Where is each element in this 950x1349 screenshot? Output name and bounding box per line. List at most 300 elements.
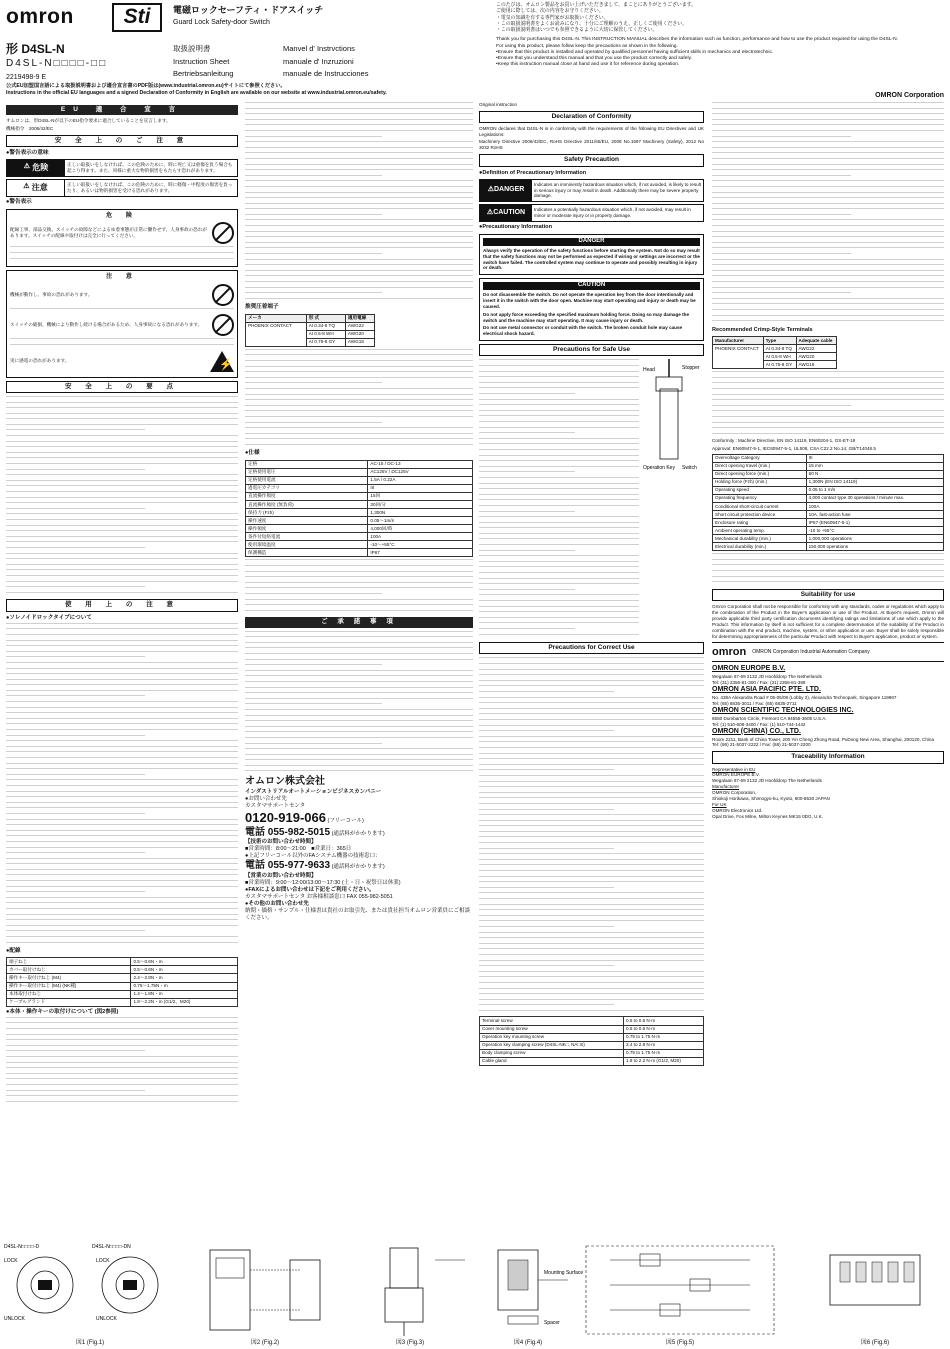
text-line	[712, 108, 944, 113]
spec-row: 直流操作頻度 (無負荷) 30回/分	[246, 500, 473, 508]
caution-def: ⚠ 注意 正しい取扱いをしなければ、この危険のために、時に軽傷・中程度の傷害を負ったり、あるいは物的損害を受ける恐れがあります。	[6, 179, 238, 197]
text-line	[479, 848, 614, 853]
text-line	[479, 836, 704, 841]
text-line	[479, 555, 639, 560]
spec-row: 直流操作頻度 15回	[246, 492, 473, 500]
spec-row: Direct opening force (min.) 60 N	[713, 470, 944, 478]
text-line	[245, 270, 473, 275]
text-line	[479, 831, 704, 836]
text-line	[479, 527, 639, 532]
text-line	[245, 726, 473, 731]
text-line	[245, 292, 382, 297]
text-line	[479, 775, 704, 780]
text-line	[6, 474, 238, 479]
text-line	[479, 887, 614, 892]
text-line	[245, 422, 382, 427]
text-line	[245, 371, 473, 376]
text-line	[6, 457, 238, 462]
text-line	[6, 485, 238, 490]
text-line	[479, 511, 575, 516]
text-line	[479, 988, 704, 993]
text-line	[6, 628, 238, 633]
text-line	[245, 582, 473, 587]
text-line	[479, 449, 639, 454]
body-text	[245, 102, 473, 302]
text-line	[712, 382, 944, 387]
text-line	[6, 718, 238, 723]
text-line	[6, 869, 238, 874]
address-cn: OMRON (CHINA) CO., LTD. Room 2211, Bank of China Tower, 200 Yin Cheng Zhong Road, PuDong New Area, Shanghai, 200120, China Tel: (86) 21-5037-2222 / Fax: (86) 21-5037-2200	[712, 727, 935, 748]
spec-heading: ●仕様	[245, 450, 260, 457]
text-line	[6, 656, 145, 661]
text-line	[712, 152, 944, 157]
suitability-text: Omron Corporation shall not be responsible for conformity with any standards, codes or regulations which apply to the combination of the Product in the Buyer's application or use of the Product. At Buyer's request, Omron will provide applicable third party certification documents identifying ratings and limitations of use which apply to the Product. This information by itself is not sufficient for a complete determination of the suitability of the Product in combination with the end product, machine, system, or other application or use. Buyer shall be solely responsible for determining appropriateness of the particular Product with respect to Buyer's application, product or system.	[712, 604, 944, 639]
omron-logo-small: omron	[712, 646, 747, 659]
text-line	[479, 371, 639, 376]
text-line	[6, 768, 238, 773]
text-line	[479, 971, 704, 976]
text-line	[479, 483, 639, 488]
spec-row: 操作頻度 4,000回/時	[246, 525, 473, 533]
text-line	[712, 197, 944, 202]
text-line	[712, 433, 944, 438]
text-line	[712, 130, 944, 135]
text-line	[479, 786, 704, 791]
text-line	[245, 675, 473, 680]
text-line	[6, 536, 238, 541]
text-line	[712, 259, 944, 264]
text-line	[6, 841, 238, 846]
operation-key-diagram	[642, 359, 704, 479]
manual-labels	[173, 44, 503, 79]
text-line	[245, 444, 473, 449]
text-line	[245, 197, 473, 202]
text-line	[479, 522, 639, 527]
text-line	[712, 399, 944, 404]
text-line	[6, 673, 238, 678]
text-line	[245, 433, 473, 438]
lock-label: LOCK	[4, 1258, 18, 1264]
manual-label: Bertriebsanleitung	[173, 69, 234, 79]
text-line	[6, 1017, 238, 1022]
text-line	[479, 533, 639, 538]
text-line	[245, 382, 382, 387]
eu-conformity-heading: EU 適 合 宣 言	[6, 105, 238, 115]
text-line	[245, 164, 473, 169]
column-en-specs	[712, 102, 944, 1238]
text-line	[245, 247, 473, 252]
body-text	[6, 396, 238, 596]
text-line	[479, 365, 639, 370]
text-line	[479, 797, 704, 802]
text-line	[6, 791, 238, 796]
text-line	[245, 287, 473, 292]
text-line	[245, 576, 473, 581]
text-line	[479, 634, 639, 639]
text-line	[479, 915, 704, 920]
text-line	[6, 446, 238, 451]
text-line	[479, 943, 704, 948]
text-line	[479, 1010, 704, 1015]
danger-box: 危 険 配線工事、部品交換、スイッチの故障などによるゆ着事態が正常に働作せず、人身事故の恐れがあります。スイッチの配線や取付けは完全に行ってください。	[6, 209, 238, 267]
text-line	[6, 886, 238, 891]
text-line	[479, 725, 704, 730]
text-line	[245, 152, 473, 157]
body-text	[712, 371, 944, 437]
text-line	[6, 402, 238, 407]
text-line	[712, 186, 944, 191]
text-line	[479, 1004, 614, 1009]
text-line	[245, 186, 473, 191]
text-line	[712, 315, 944, 320]
text-line	[6, 751, 238, 756]
text-line	[245, 565, 473, 570]
torque-table-en: Terminal screw 0.5 to 0.6 N·m Cover mounting screw 0.5 to 0.6 N·m Operation key mounting screw 0.75 to 1.75 N·m Operation key clamping screw (D4SL-NK□, NA□S) 2.4 to 2.8 N·m Body clamping screw 0.75 to 1.75 N·m Cable gland 1.8 to 2.2 N·m (G1/2, M20)	[479, 1016, 704, 1065]
text-line	[6, 553, 238, 558]
spec-row: 過電圧カテゴリ III	[246, 484, 473, 492]
text-line	[712, 102, 944, 107]
text-line	[6, 569, 238, 574]
text-line	[479, 359, 639, 364]
text-line	[712, 180, 944, 185]
svg-text:D4SL-N□□□□-DN: D4SL-N□□□□-DN	[92, 1244, 131, 1250]
text-line	[479, 708, 704, 713]
text-line	[6, 712, 238, 717]
text-line	[712, 214, 851, 219]
text-line	[479, 993, 704, 998]
text-line	[712, 410, 944, 415]
text-line	[712, 275, 944, 280]
text-line	[479, 909, 704, 914]
text-line	[479, 544, 639, 549]
text-line	[479, 954, 704, 959]
text-line	[245, 636, 473, 641]
text-line	[712, 320, 944, 325]
omron-ia-bar: omron OMRON Corporation Industrial Automation Company	[712, 642, 944, 662]
text-line	[6, 785, 238, 790]
text-line	[245, 141, 473, 146]
text-line	[479, 876, 704, 881]
text-line	[479, 764, 704, 769]
text-line	[479, 753, 704, 758]
text-line	[479, 505, 639, 510]
text-line	[6, 645, 238, 650]
text-line	[479, 864, 704, 869]
text-line	[479, 477, 639, 482]
body-text	[245, 559, 473, 614]
text-line	[479, 611, 639, 616]
text-line	[479, 674, 704, 679]
text-line	[712, 192, 944, 197]
text-line	[712, 124, 944, 129]
text-line	[6, 858, 238, 863]
text-line	[6, 763, 238, 768]
text-line	[479, 399, 639, 404]
text-line	[712, 147, 944, 152]
spec-row: Operating speed 0.05 to 1 m/s	[713, 486, 944, 494]
text-line	[245, 604, 473, 609]
omron-corporation: OMRON Corporation	[875, 92, 944, 99]
address-ap: OMRON ASIA PACIFIC PTE. LTD. No. 438A Alexandra Road # 05-05/08 (Lobby 2), Alexandra Technopark, Singapore 119967 Tel: (65) 6835-3011 / Fax: (65) 6835-2711	[712, 686, 897, 707]
text-line	[6, 513, 238, 518]
text-line	[245, 124, 473, 129]
column-en-safety	[479, 102, 704, 1238]
text-line	[245, 108, 473, 113]
text-line	[245, 208, 473, 213]
text-line	[245, 388, 473, 393]
text-line	[479, 663, 704, 668]
text-line	[245, 559, 473, 564]
text-line	[479, 769, 614, 774]
model-variant: D4SL-N□□□□-□□	[6, 58, 108, 69]
eu-directive: 機械指令 2006/42/EC	[6, 125, 54, 131]
caution-box: 注 意 機械が動作し、事故の恐れがあります。 スイッチの破損、機械により動作し続ける場合があるため、人身事故になる恐れがあります。 実に感電の恐れがあります。 ⚡	[6, 270, 238, 377]
figure-row	[0, 1240, 950, 1349]
original-instruction: Original instruction	[479, 102, 518, 107]
text-line	[245, 405, 473, 410]
unlock-label: UNLOCK	[4, 1316, 25, 1322]
text-line	[712, 564, 944, 569]
text-line	[712, 136, 851, 141]
text-line	[712, 158, 944, 163]
caution-box-en: CAUTION Do not disassemble the switch. Do not operate the operation key from the door intentionally and insert it in the switch with the door open. Machine may start operating and injury or death may be caused. Do not apply force exceeding the specified maximum holding force. Doing so may damage the switch and the machine may start operating. It may cause injury or death. Do not use metal connector or conduit with the switch. The broken conduit hole may cause electrical shock hazard.	[479, 278, 704, 341]
text-line	[6, 575, 238, 580]
text-line	[6, 891, 145, 896]
doc-text: OMRON declares that D4SL-N is in conformity with the requirements of the following EU Directives and UK Legislations:	[479, 126, 704, 138]
text-line	[479, 932, 704, 937]
model-name: 形 D4SL-N	[6, 42, 65, 56]
eu-text: オムロンは、形D4SL-Nが以下のEU指令要求に適合していることを宣言します。	[6, 118, 171, 124]
text-line	[245, 731, 473, 736]
text-line	[479, 583, 639, 588]
text-line	[6, 418, 238, 423]
figure-5-label: 図5 (Fig.5)	[665, 1340, 695, 1347]
text-line	[712, 422, 944, 427]
text-line	[6, 640, 238, 645]
text-line	[245, 770, 473, 775]
conformity: Conformity : Machine Directive, EN ISO 14119, EN60204-1, GS-ET-19	[712, 438, 856, 444]
text-line	[479, 572, 639, 577]
text-line	[245, 175, 382, 180]
figure-2-label: 図2 (Fig.2)	[250, 1340, 280, 1347]
text-line	[6, 1101, 238, 1106]
title-en: Guard Lock Safety-door Switch	[173, 18, 270, 26]
spec-row: 保持力 (Fzh) 1,300N	[246, 509, 473, 517]
text-line	[245, 394, 473, 399]
text-line	[712, 141, 944, 146]
text-line	[245, 670, 473, 675]
prohibit-icon	[212, 284, 234, 306]
text-line	[6, 835, 238, 840]
text-line	[245, 631, 473, 636]
text-line	[6, 668, 238, 673]
body-text	[6, 623, 238, 946]
text-line	[6, 396, 238, 401]
text-line	[245, 743, 382, 748]
text-line	[6, 407, 238, 412]
text-line	[245, 410, 473, 415]
text-line	[6, 796, 238, 801]
figure-3-label: 図3 (Fig.3)	[395, 1340, 425, 1347]
text-line	[6, 441, 238, 446]
text-line	[479, 382, 639, 387]
text-line	[245, 180, 473, 185]
text-line	[479, 853, 704, 858]
safety-points-heading: 安 全 上 の 要 点	[6, 381, 238, 393]
text-line	[245, 427, 473, 432]
body-text	[712, 102, 944, 325]
text-line	[479, 685, 704, 690]
text-line	[6, 695, 145, 700]
text-line	[479, 393, 575, 398]
text-line	[712, 264, 944, 269]
mounting-heading: ●本体・操作キーの取付けについて (図2参照)	[6, 1008, 119, 1015]
text-line	[245, 599, 473, 604]
text-line	[245, 354, 473, 359]
text-line	[479, 594, 639, 599]
text-line	[6, 1028, 238, 1033]
text-line	[479, 820, 704, 825]
text-line	[245, 687, 473, 692]
text-line	[479, 499, 639, 504]
text-line	[6, 690, 238, 695]
text-line	[712, 553, 944, 558]
figure-1	[0, 1240, 180, 1349]
text-line	[712, 292, 851, 297]
body-text	[712, 553, 944, 586]
traceability-info: Representative in EU OMRON EUROPE B.V. Wegalaan 67-69 2132 JD Hoofddorp The Netherlands Manufacturer OMRON Corporation, Shiokoji Horikawa, Shimogyo-ku, Kyoto, 600-8530 JAPAN For UK OMRON Electronics Ltd. Opal Drive, Fox Milne, Milton Keynes MK15 0DG, U.K.	[712, 766, 830, 819]
text-line	[479, 421, 639, 426]
text-line	[712, 427, 944, 432]
body-text	[245, 631, 473, 775]
text-line	[712, 576, 944, 581]
text-line	[6, 1056, 238, 1061]
text-line	[6, 757, 238, 762]
text-line	[245, 737, 473, 742]
text-line	[6, 852, 145, 857]
text-line	[712, 236, 944, 241]
text-line	[6, 1045, 238, 1050]
intro-text: このたびは、オムロン製品をお買い上げいただきまして、まことにありがとうございます。 ご使用に際しては、次の内容をお守りください。 ・電気の知識を有する専門家がお取扱いください。 ・この取扱説明書をよくお読みになり、十分にご理解のうえ、正しくご使用ください。 ・この取扱説明書はいつでも参照できるように大切に保管してください。 Thank you for purchasing this D4SL-N. This INSTRUCTION MANUAL describes the information such as function, performance and how to use the product required for using the D4SL-N. For using this product, please follow keep the precautions as shown in the following. •Ensure that this product is installed and operated by qualified personnel having sufficient skills in mechanics and electrotechnic. •Ensure that you understand this manual and that you use the product correctly and safely. •Keep this instruction manual close at hand and use it for reference during operation.	[496, 3, 899, 68]
text-line	[6, 707, 238, 712]
safe-use-heading: Precautions for Safe Use	[479, 344, 704, 356]
text-line	[712, 416, 944, 421]
text-line	[6, 469, 145, 474]
danger-box-en: DANGER Always verify the operation of the safety functions before starting the system. Not do so may result that the safety functions may not be performed as expected if wiring or settings are incorrect or the switch have failed. The controlled system may continue to operate and possibly resulting in injury or death.	[479, 234, 704, 275]
text-line	[6, 729, 238, 734]
text-line	[245, 642, 473, 647]
spec-table-en	[712, 454, 944, 552]
text-line	[6, 1078, 238, 1083]
text-line	[479, 926, 614, 931]
text-line	[245, 653, 473, 658]
text-line	[712, 287, 944, 292]
danger-definition: ⚠ DANGER Indicates an imminently hazardous situation which, if not avoided, is likely to result in serious injury or may result in death. Additionally there may be severe property damage.	[479, 179, 704, 203]
text-line	[6, 1039, 238, 1044]
text-line	[479, 741, 704, 746]
text-line	[479, 538, 639, 543]
text-line	[479, 904, 704, 909]
text-line	[245, 659, 473, 664]
svg-text:D4SL-N□□□□-D: D4SL-N□□□□-D	[4, 1244, 40, 1250]
text-line	[6, 735, 145, 740]
warning-display: ●警告表示	[6, 198, 32, 205]
spec-table-jp	[245, 460, 473, 558]
spec-row: 保護構造 IP67	[246, 549, 473, 557]
language-notice: 公式EU加盟国言語による取扱説明書および適合宣言書のPDF版は(www.industrial.omron.eu)サイトにて参照ください。 Instructions in the official EU languages and a signed Declaration of Conformity in English are available on our website at www.industrial.omron.eu/safety.	[6, 83, 387, 96]
text-line	[712, 203, 944, 208]
text-line	[712, 242, 944, 247]
recommended-terminals: Recommended Crimp-Style Terminals	[712, 326, 813, 333]
doc-heading: Declaration of Conformity	[479, 111, 704, 123]
spec-row: 定格 AC-15 / DC-13	[246, 460, 473, 468]
spec-row: Holding force (Fzh) (min.) 1,300N (EN ISO 14119)	[713, 478, 944, 486]
address-eu: OMRON EUROPE B.V. Wegalaan 67-69 2132 JD Hoofddorp The Netherlands Tel: (31) 2356-81-300 / Fax: (31) 2356-81-388	[712, 665, 822, 686]
text-line	[712, 164, 944, 169]
text-line	[712, 253, 851, 258]
text-line	[479, 965, 614, 970]
text-line	[6, 1095, 238, 1100]
text-line	[6, 936, 238, 941]
text-line	[6, 930, 145, 935]
text-line	[245, 360, 473, 365]
text-line	[245, 281, 473, 286]
spec-row: Direct opening travel (min.) 15 mm	[713, 462, 944, 470]
label-mounting: Mounting Surface	[544, 1270, 584, 1276]
text-line	[6, 880, 238, 885]
text-line	[245, 754, 473, 759]
text-line	[6, 581, 238, 586]
spec-row: Overvoltage Category III	[713, 454, 944, 462]
label-switch: Switch	[682, 465, 697, 472]
figure-4-label: 図4 (Fig.4)	[513, 1340, 543, 1347]
text-line	[245, 259, 473, 264]
text-line	[479, 466, 639, 471]
text-line	[6, 1022, 238, 1027]
text-line	[245, 264, 473, 269]
prohibit-icon	[212, 222, 234, 244]
svg-text:LOCK: LOCK	[96, 1258, 110, 1264]
text-line	[479, 976, 704, 981]
text-line	[6, 651, 238, 656]
text-line	[245, 438, 473, 443]
text-line	[6, 558, 238, 563]
text-line	[6, 679, 238, 684]
text-line	[245, 119, 473, 124]
text-line	[6, 874, 238, 879]
text-line	[6, 919, 238, 924]
figure-6-label: 図6 (Fig.6)	[860, 1340, 890, 1347]
spec-row: Operating frequency 4,000 contact type 30 operations / minute max.	[713, 494, 944, 502]
text-line	[712, 377, 944, 382]
text-line	[712, 270, 944, 275]
text-line	[479, 809, 614, 814]
text-line	[6, 779, 238, 784]
text-line	[6, 914, 238, 919]
text-line	[6, 684, 238, 689]
text-line	[479, 781, 704, 786]
text-line	[479, 982, 704, 987]
manual-label: manuale de Instrucciones	[283, 69, 369, 79]
text-line	[479, 920, 704, 925]
manual-label: 取扱説明書	[173, 44, 211, 53]
text-line	[6, 519, 238, 524]
text-line	[6, 564, 238, 569]
text-line	[479, 937, 704, 942]
text-line	[245, 748, 473, 753]
text-line	[6, 1090, 145, 1095]
svg-text:UNLOCK: UNLOCK	[96, 1316, 117, 1322]
